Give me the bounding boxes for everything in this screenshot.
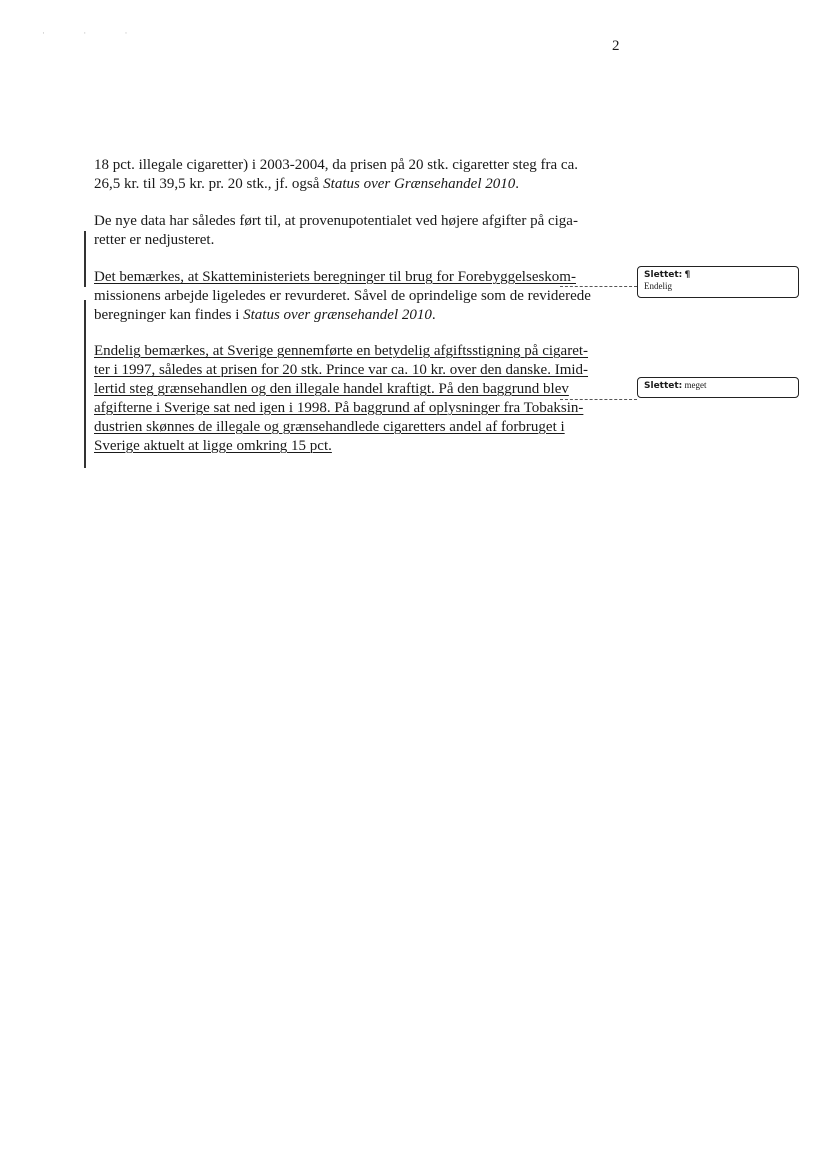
publication-title: Status over Grænsehandel 2010 — [323, 176, 516, 192]
pilcrow-mark: ¶ — [684, 270, 691, 280]
text-span: . — [515, 176, 519, 192]
paragraph-3 — [94, 268, 604, 325]
comment-text: Endelig — [644, 281, 672, 291]
paragraph-4 — [94, 342, 604, 456]
text-line: retter er nedjusteret. — [94, 232, 215, 248]
comment-tag: Slettet: — [644, 270, 683, 280]
comment-leader-line — [560, 286, 637, 287]
scan-specks: · · · — [42, 28, 146, 38]
text-line-inserted: Endelig bemærkes, at Sverige gennemførte en betydelig afgiftsstigning på cigaret- — [94, 343, 589, 359]
text-line-inserted: lertid steg grænsehandlen og den illegale handel kraftigt. På den baggrund blev — [94, 381, 569, 397]
change-bar — [84, 231, 86, 287]
comment-tag: Slettet: — [644, 381, 683, 391]
comment-text: meget — [684, 380, 707, 390]
publication-title: Status over grænsehandel 2010 — [243, 307, 432, 323]
deleted-text-comment[interactable] — [637, 377, 799, 398]
text-line-inserted: ter i 1997, således at prisen for 20 stk. Prince var ca. 10 kr. over den danske. Imid- — [94, 362, 589, 378]
text-line-inserted: dustrien skønnes de illegale og grænsehandlede cigaretters andel af forbruget i — [94, 419, 565, 435]
comment-leader-line — [560, 399, 637, 400]
text-line: missionens arbejde ligeledes er revurderet. Såvel de oprindelige som de reviderede — [94, 288, 591, 304]
text-span: 26,5 kr. til 39,5 kr. pr. 20 stk., jf. også — [94, 176, 324, 192]
page-number: 2 — [612, 38, 620, 54]
text-span: beregninger kan findes i — [94, 307, 244, 323]
text-line — [94, 175, 604, 194]
text-line — [94, 306, 604, 325]
paragraph-1 — [94, 156, 604, 194]
text-line: De nye data har således ført til, at provenupotentialet ved højere afgifter på ciga- — [94, 213, 578, 229]
deleted-text-comment[interactable] — [637, 266, 799, 298]
text-line-inserted: afgifterne i Sverige sat ned igen i 1998. På baggrund af oplysninger fra Tobaksin- — [94, 400, 584, 416]
text-span: . — [431, 307, 436, 323]
text-line-inserted: Det bemærkes, at Skatteministeriets beregninger til brug for Forebyggelseskom- — [94, 269, 576, 285]
change-bar — [84, 300, 86, 468]
paragraph-2 — [94, 212, 604, 250]
text-line: 18 pct. illegale cigaretter) i 2003-2004, da prisen på 20 stk. cigaretter steg fra ca. — [94, 157, 578, 173]
text-line-inserted: Sverige aktuelt at ligge omkring 15 pct. — [94, 438, 332, 454]
